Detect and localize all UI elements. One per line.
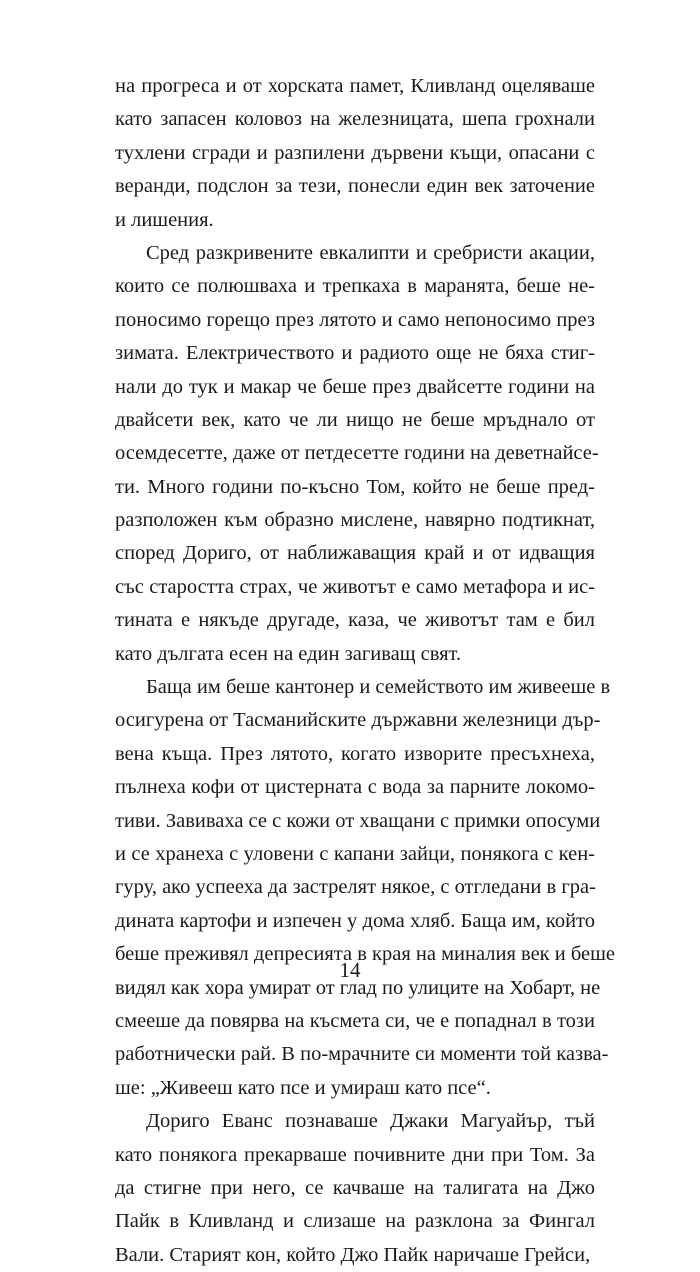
paragraph <box>115 671 615 1105</box>
text-line: според Дориго, от наближаващия край и от идващия <box>115 542 595 565</box>
text-line: на прогреса и от хорската памет, Кливланд оцеляваше <box>115 75 595 97</box>
text-line: като дългата есен на един загиващ свят. <box>115 642 462 665</box>
text-line: Сред разкривените евкалипти и сребристи акации, <box>146 241 595 264</box>
text-line: Вали. Старият кон, който Джо Пайк наричаше Грейси, <box>115 1243 591 1266</box>
text-line: зимата. Електричеството и радиото още не бяха стиг- <box>115 342 595 365</box>
text-line: вена къща. През лятото, когато изворите пресъхнеха, <box>115 742 595 765</box>
text-line: Баща им беше кантонер и семейството им живееше в <box>146 676 611 699</box>
text-line: които се полюшваха и трепкаха в маранята, беше не- <box>115 275 595 298</box>
text-line: осемдесетте, даже от петдесетте години на деветнайсе- <box>115 442 599 465</box>
text-line: като понякога прекарваше почивните дни при Том. За <box>115 1143 595 1166</box>
text-line: тухлени сгради и разпилени дървени къщи, опасани с <box>115 141 595 164</box>
page-number: 14 <box>339 958 361 982</box>
text-line: ти. Много години по-късно Том, който не беше пред- <box>115 475 595 498</box>
text-line: Дориго Еванс познаваше Джаки Магуайър, тъй <box>146 1110 595 1133</box>
text-line: Пайк в Кливланд и слизаше на разклона за Фингал <box>115 1210 595 1233</box>
paragraph <box>115 237 599 671</box>
text-line: и се хранеха с уловени с капани зайци, понякога с кен- <box>115 842 595 865</box>
paragraph <box>115 70 595 237</box>
text-line: поносимо горещо през лятото и само непоносимо през <box>115 308 595 331</box>
text-line: дината картофи и изпечен у дома хляб. Баща им, който <box>115 909 595 932</box>
text-line: пълнеха кофи от цистерната с вода за парните локомо- <box>115 776 595 799</box>
text-line: веранди, подслон за тези, понесли един век заточение <box>115 175 595 198</box>
text-line: гуру, ако успееха да застрелят някое, с отгледани в гра- <box>115 876 596 899</box>
text-line: ше: „Живееш като псе и умираш като псе“. <box>115 1076 491 1099</box>
text-line: смееше да повярва на късмета си, че е попаднал в този <box>115 1009 595 1032</box>
text-line: да стигне при него, се качваше на талигата на Джо <box>115 1176 595 1199</box>
text-line: като запасен коловоз на железницата, шепа грохнали <box>115 108 595 131</box>
body-text <box>115 70 615 1272</box>
text-line: работнически рай. В по-мрачните си моменти той казва- <box>115 1043 609 1066</box>
paragraph <box>115 1105 595 1272</box>
text-line: двайсети век, като че ли нищо не беше мръднало от <box>115 408 595 431</box>
text-line: със старостта страх, че животът е само метафора и ис- <box>115 575 595 598</box>
text-line: осигурена от Тасманийските държавни железници дър- <box>115 709 601 732</box>
text-line: тината е някъде другаде, каза, че животът там е бил <box>115 609 595 632</box>
text-line: разположен към образно мислене, навярно подтикнат, <box>115 509 595 532</box>
text-line: нали до тук и макар че беше през двайсетте години на <box>115 375 595 398</box>
text-line: видял как хора умират от глад по улиците на Хобарт, не <box>115 976 601 999</box>
text-line: беше преживял депресията в края на миналия век и беше <box>115 943 615 966</box>
text-line: и лишения. <box>115 208 214 231</box>
text-line: тиви. Завиваха се с кожи от хващани с примки опосуми <box>115 809 601 832</box>
